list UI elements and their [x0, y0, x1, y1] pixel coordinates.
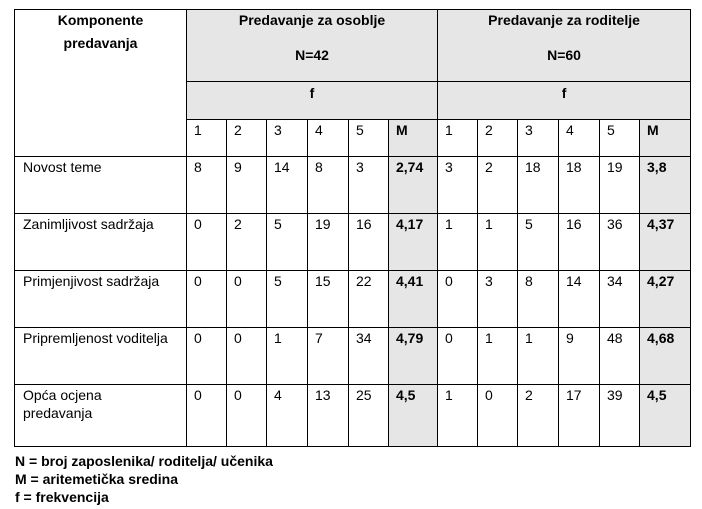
- scale-parents-m: M: [640, 120, 691, 157]
- table-notes: [15, 452, 273, 506]
- staff-cell: 2: [227, 214, 267, 271]
- staff-cell: 13: [308, 385, 349, 447]
- staff-mean: 4,41: [389, 271, 438, 328]
- row-label: Novost teme: [15, 157, 187, 214]
- scale-parents-2: 2: [478, 120, 518, 157]
- group-staff-n: N=42: [295, 47, 329, 63]
- group-parents-title: Predavanje za roditelje: [488, 12, 640, 28]
- parents-cell: 5: [518, 214, 559, 271]
- parents-cell: 36: [600, 214, 640, 271]
- staff-cell: 19: [308, 214, 349, 271]
- freq-staff: f: [187, 82, 438, 120]
- row-label-line2: predavanja: [23, 405, 93, 421]
- scale-parents-1: 1: [438, 120, 478, 157]
- staff-cell: 14: [267, 157, 308, 214]
- staff-mean: 4,5: [389, 385, 438, 447]
- parents-cell: 16: [559, 214, 600, 271]
- group-staff-header: [187, 10, 438, 82]
- staff-mean: 4,79: [389, 328, 438, 385]
- parents-cell: 19: [600, 157, 640, 214]
- row-label-line1: Opća ocjena: [23, 387, 102, 403]
- staff-cell: 0: [227, 328, 267, 385]
- parents-cell: 0: [438, 328, 478, 385]
- parents-mean: 3,8: [640, 157, 691, 214]
- parents-cell: 8: [518, 271, 559, 328]
- parents-cell: 1: [478, 214, 518, 271]
- results-table: [14, 9, 691, 447]
- scale-staff-4: 4: [308, 120, 349, 157]
- staff-cell: 0: [227, 385, 267, 447]
- staff-cell: 7: [308, 328, 349, 385]
- parents-mean: 4,37: [640, 214, 691, 271]
- component-header-line1: Komponente: [57, 12, 144, 28]
- staff-cell: 9: [227, 157, 267, 214]
- group-parents-header: [438, 10, 691, 82]
- parents-cell: 39: [600, 385, 640, 447]
- staff-cell: 5: [267, 271, 308, 328]
- scale-staff-2: 2: [227, 120, 267, 157]
- staff-cell: 34: [349, 328, 389, 385]
- group-parents-n: N=60: [547, 47, 581, 63]
- staff-cell: 0: [187, 271, 227, 328]
- table-row: [15, 271, 691, 328]
- staff-cell: 0: [187, 328, 227, 385]
- staff-cell: 0: [187, 385, 227, 447]
- scale-parents-5: 5: [600, 120, 640, 157]
- parents-cell: 2: [478, 157, 518, 214]
- note-f: f = frekvencija: [15, 489, 109, 505]
- staff-cell: 8: [308, 157, 349, 214]
- row-label: Zanimljivost sadržaja: [15, 214, 187, 271]
- staff-cell: 4: [267, 385, 308, 447]
- table-row: [15, 214, 691, 271]
- component-header: [15, 10, 187, 157]
- row-label: Primjenjivost sadržaja: [15, 271, 187, 328]
- parents-cell: 1: [478, 328, 518, 385]
- scale-staff-5: 5: [349, 120, 389, 157]
- parents-cell: 14: [559, 271, 600, 328]
- freq-parents: f: [438, 82, 691, 120]
- parents-cell: 0: [478, 385, 518, 447]
- table-row: [15, 328, 691, 385]
- note-n: N = broj zaposlenika/ roditelja/ učenika: [15, 453, 273, 469]
- staff-cell: 16: [349, 214, 389, 271]
- parents-cell: 3: [478, 271, 518, 328]
- staff-cell: 0: [227, 271, 267, 328]
- parents-cell: 3: [438, 157, 478, 214]
- scale-staff-m: M: [389, 120, 438, 157]
- parents-cell: 1: [518, 328, 559, 385]
- staff-cell: 3: [349, 157, 389, 214]
- table-row: [15, 385, 691, 447]
- staff-cell: 25: [349, 385, 389, 447]
- group-staff-title: Predavanje za osoblje: [238, 12, 386, 28]
- parents-cell: 17: [559, 385, 600, 447]
- note-m: M = aritemetička sredina: [15, 471, 179, 487]
- row-label: Pripremljenost voditelja: [15, 328, 187, 385]
- staff-cell: 15: [308, 271, 349, 328]
- parents-cell: 2: [518, 385, 559, 447]
- staff-mean: 2,74: [389, 157, 438, 214]
- component-header-line2: predavanja: [63, 35, 138, 51]
- parents-cell: 9: [559, 328, 600, 385]
- staff-cell: 8: [187, 157, 227, 214]
- staff-cell: 22: [349, 271, 389, 328]
- staff-cell: 1: [267, 328, 308, 385]
- parents-cell: 1: [438, 385, 478, 447]
- parents-cell: 0: [438, 271, 478, 328]
- scale-staff-1: 1: [187, 120, 227, 157]
- parents-mean: 4,68: [640, 328, 691, 385]
- row-label: [15, 385, 187, 447]
- scale-staff-3: 3: [267, 120, 308, 157]
- parents-cell: 48: [600, 328, 640, 385]
- scale-parents-3: 3: [518, 120, 559, 157]
- staff-cell: 5: [267, 214, 308, 271]
- parents-cell: 34: [600, 271, 640, 328]
- parents-mean: 4,27: [640, 271, 691, 328]
- parents-mean: 4,5: [640, 385, 691, 447]
- staff-cell: 0: [187, 214, 227, 271]
- parents-cell: 18: [559, 157, 600, 214]
- staff-mean: 4,17: [389, 214, 438, 271]
- parents-cell: 1: [438, 214, 478, 271]
- table-row: [15, 157, 691, 214]
- scale-parents-4: 4: [559, 120, 600, 157]
- parents-cell: 18: [518, 157, 559, 214]
